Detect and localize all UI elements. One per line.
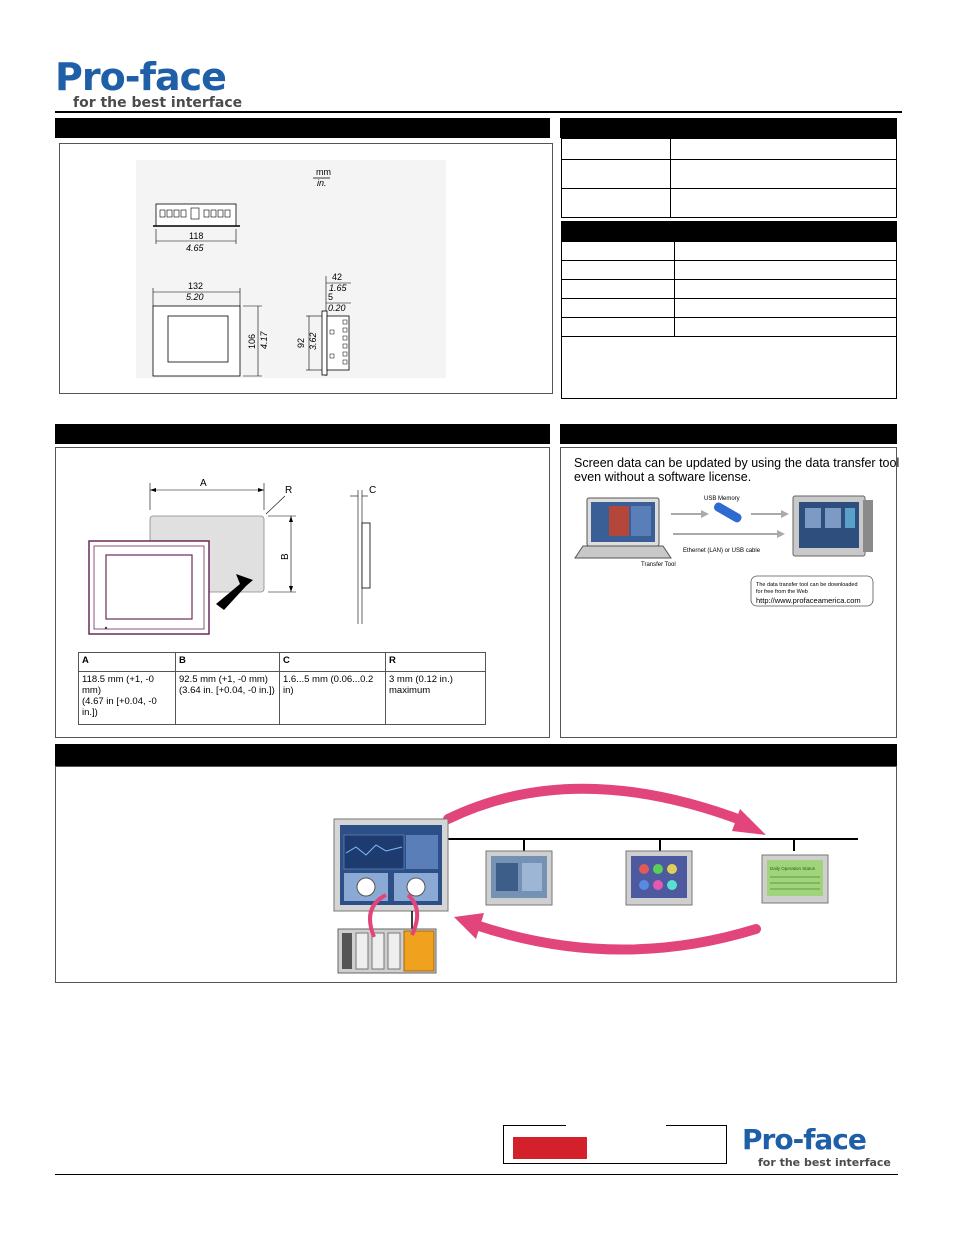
spec-cell xyxy=(671,160,897,189)
unit-in: in. xyxy=(317,178,327,188)
side-panel-mm: 5 xyxy=(328,292,334,302)
cut-value-b: 92.5 mm (+1, -0 mm) (3.64 in. [+0.04, -0 in.]) xyxy=(176,672,280,725)
spec-cell xyxy=(562,261,675,280)
transfer-section-bar xyxy=(560,424,897,444)
cut-header-r: R xyxy=(386,653,486,672)
panel-cut-box xyxy=(55,447,550,738)
label-a: A xyxy=(200,478,207,489)
transfer-diagram xyxy=(561,486,898,686)
spec-cell xyxy=(562,299,675,318)
spec-section-bar xyxy=(560,118,897,138)
side-panel-in: 0.20 xyxy=(328,303,346,313)
spec-table-1 xyxy=(561,138,897,218)
network-box xyxy=(55,766,897,983)
spec-cell xyxy=(675,280,897,299)
spec-note-cell xyxy=(562,337,897,399)
spec-cell xyxy=(562,139,671,160)
spec-table-2 xyxy=(561,241,897,399)
cut-header-c: C xyxy=(280,653,386,672)
transfer-box xyxy=(560,447,900,738)
footer-rule xyxy=(55,1174,898,1175)
side-height-mm: 92 xyxy=(296,337,306,348)
status-panel-text: Daily Operation Status xyxy=(770,866,816,871)
spec-cell xyxy=(675,242,897,261)
front-width-mm: 132 xyxy=(188,281,204,291)
brand-logo-bottom xyxy=(742,1125,891,1169)
spec-cell xyxy=(562,189,671,218)
label-r: R xyxy=(285,485,293,496)
unit-mm: mm xyxy=(316,167,331,177)
spec-cell xyxy=(675,299,897,318)
callout-line-1: The data transfer tool can be downloaded xyxy=(756,582,858,588)
spec-cell xyxy=(671,139,897,160)
callout-url: http://www.profaceamerica.com xyxy=(756,596,861,605)
label-b: B xyxy=(280,553,291,560)
front-height-mm: 106 xyxy=(247,333,257,349)
brand-tagline-bottom: for the best interface xyxy=(758,1156,891,1169)
panel-cut-table xyxy=(78,652,486,725)
dimensions-box xyxy=(59,143,553,394)
top-view-in: 4.65 xyxy=(186,243,204,253)
side-height-in: 3.62 xyxy=(308,332,318,350)
tool-label: Transfer Tool xyxy=(641,562,676,568)
brand-name: Pro-face xyxy=(55,55,226,99)
spec-cell xyxy=(675,318,897,337)
dimensions-section-bar xyxy=(55,118,550,138)
cut-header-b: B xyxy=(176,653,280,672)
panel-cut-drawing xyxy=(56,448,551,648)
spec-cell xyxy=(562,160,671,189)
top-view-mm: 118 xyxy=(189,231,204,241)
brand-logo-top xyxy=(55,55,243,111)
brand-tagline: for the best interface xyxy=(73,95,243,111)
panel-cut-section-bar xyxy=(55,424,550,444)
cut-value-a: 118.5 mm (+1, -0 mm) (4.67 in [+0.04, -0 in.]) xyxy=(79,672,176,725)
cut-value-r: 3 mm (0.12 in.) maximum xyxy=(386,672,486,725)
side-depth-mm: 42 xyxy=(332,272,343,282)
cut-header-a: A xyxy=(79,653,176,672)
spec-subsection-bar xyxy=(561,221,897,241)
brand-name-bottom: Pro-face xyxy=(742,1123,866,1156)
dimension-drawing xyxy=(60,144,554,395)
callout-line-2: for free from the Web xyxy=(756,589,808,595)
usb-label: USB Memory xyxy=(704,496,740,502)
front-height-in: 4.17 xyxy=(259,331,269,349)
red-badge xyxy=(513,1137,587,1159)
spec-cell xyxy=(562,318,675,337)
transfer-headline-1: Screen data can be updated by using the data transfer tool xyxy=(574,456,900,470)
label-c: C xyxy=(369,485,377,496)
spec-cell xyxy=(562,280,675,299)
front-width-in: 5.20 xyxy=(186,292,204,302)
spec-cell xyxy=(671,189,897,218)
contact-box-gap xyxy=(566,1124,666,1128)
network-diagram xyxy=(56,767,898,984)
cut-value-c: 1.6...5 mm (0.06...0.2 in) xyxy=(280,672,386,725)
spec-cell xyxy=(562,242,675,261)
header-rule xyxy=(55,111,902,113)
cable-label: Ethernet (LAN) or USB cable xyxy=(683,548,761,554)
transfer-headline-2: even without a software license. xyxy=(574,470,752,484)
contact-box xyxy=(503,1125,727,1164)
spec-cell xyxy=(675,261,897,280)
network-section-bar xyxy=(55,744,897,766)
side-depth-in: 1.65 xyxy=(329,283,347,293)
